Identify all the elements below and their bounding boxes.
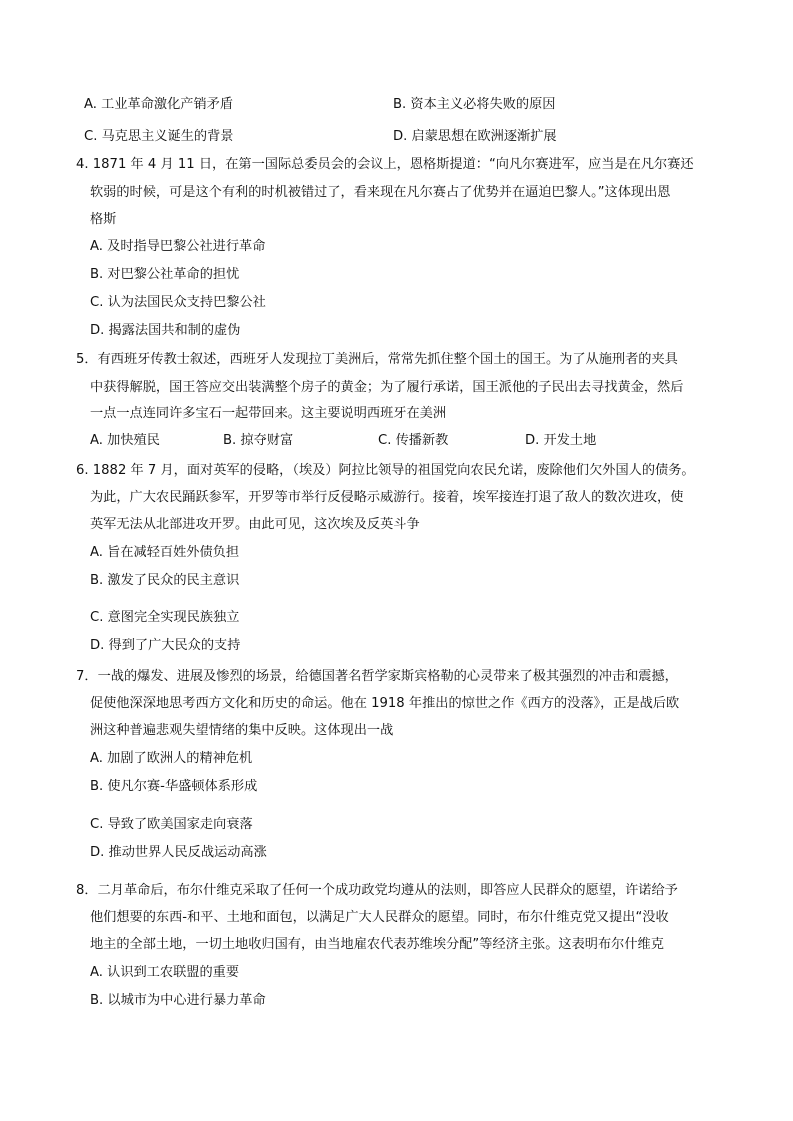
q6-option-d: D. 得到了广大民众的支持: [90, 638, 241, 653]
q8-option-a: A. 认识到工农联盟的重要: [90, 965, 240, 980]
q8-option-b: B. 以城市为中心进行暴力革命: [90, 993, 266, 1008]
q6-stem-line-3: 英军无法从北部进攻开罗。由此可见，这次埃及反英斗争: [90, 517, 420, 532]
q6-option-a: A. 旨在减轻百姓外债负担: [90, 545, 240, 560]
q4-option-a: A. 及时指导巴黎公社进行革命: [90, 239, 266, 254]
q7-option-d: D. 推动世界人民反战运动高涨: [90, 845, 267, 860]
q4-option-b: B. 对巴黎公社革命的担忧: [90, 267, 240, 282]
q5-option-d: D. 开发土地: [525, 433, 597, 448]
q5-stem-line-1: 5．有西班牙传教士叙述，西班牙人发现拉丁美洲后，常常先抓住整个国土的国王。为了从施刑者的夹具: [76, 352, 678, 367]
q5-option-b: B. 掠夺财富: [223, 433, 294, 448]
q5-option-c: C. 传播新教: [378, 433, 449, 448]
q4-option-d: D. 揭露法国共和制的虚伪: [90, 323, 241, 338]
q5-stem-line-2: 中获得解脱，国王答应交出装满整个房子的黄金；为了履行承诺，国王派他的子民出去寻找黄金，然后: [90, 380, 684, 395]
q4-stem-line-1: 4. 1871 年 4 月 11 日，在第一国际总委员会的会议上，恩格斯提道：“向凡尔赛进军，应当是在凡尔赛还: [76, 157, 694, 172]
q7-option-b: B. 使凡尔赛-华盛顿体系形成: [90, 779, 258, 794]
q4-stem-line-3: 格斯: [90, 212, 117, 227]
q8-stem-line-1: 8．二月革命后，布尔什维克采取了任何一个成功政党均遵从的法则，即答应人民群众的愿望，许诺给予: [76, 883, 678, 898]
q3-option-c: C. 马克思主义诞生的背景: [84, 129, 234, 144]
q7-option-a: A. 加剧了欧洲人的精神危机: [90, 751, 253, 766]
q8-stem-line-2: 他们想要的东西-和平、土地和面包，以满足广大人民群众的愿望。同时，布尔什维克党又提出“没收: [90, 910, 669, 925]
q7-stem-line-1: 7．一战的爆发、进展及惨烈的场景，给德国著名哲学家斯宾格勒的心灵带来了极其强烈的冲击和震撼，: [76, 669, 678, 684]
q4-stem-line-2: 软弱的时候，可是这个有利的时机被错过了，看来现在凡尔赛占了优势并在逼迫巴黎人。”这体现出恩: [90, 185, 671, 200]
q8-stem-line-3: 地主的全部土地，一切土地收归国有，由当地雇农代表苏维埃分配”等经济主张。这表明布尔什维克: [90, 937, 664, 952]
q4-option-c: C. 认为法国民众支持巴黎公社: [90, 295, 266, 310]
q6-stem-line-2: 为此，广大农民踊跃参军，开罗等市举行反侵略示威游行。接着，埃军接连打退了敌人的数次进攻，使: [90, 490, 684, 505]
q5-option-a: A. 加快殖民: [90, 433, 160, 448]
q6-option-b: B. 激发了民众的民主意识: [90, 573, 240, 588]
q7-option-c: C. 导致了欧美国家走向衰落: [90, 817, 253, 832]
q5-stem-line-3: 一点一点连同许多宝石一起带回来。这主要说明西班牙在美洲: [90, 406, 447, 421]
q7-stem-line-3: 洲这种普遍悲观失望情绪的集中反映。这体现出一战: [90, 723, 394, 738]
q6-stem-line-1: 6. 1882 年 7 月，面对英军的侵略，（埃及）阿拉比领导的祖国党向农民允诺，废除他们欠外国人的债务。: [76, 463, 695, 478]
q7-stem-line-2: 促使他深深地思考西方文化和历史的命运。他在 1918 年推出的惊世之作《西方的没落》，正是战后欧: [90, 696, 680, 711]
q6-option-c: C. 意图完全实现民族独立: [90, 610, 240, 625]
q3-option-d: D. 启蒙思想在欧洲逐渐扩展: [393, 129, 557, 144]
q3-option-b: B. 资本主义必将失败的原因: [393, 97, 556, 112]
q3-option-a: A. 工业革命激化产销矛盾: [84, 97, 234, 112]
